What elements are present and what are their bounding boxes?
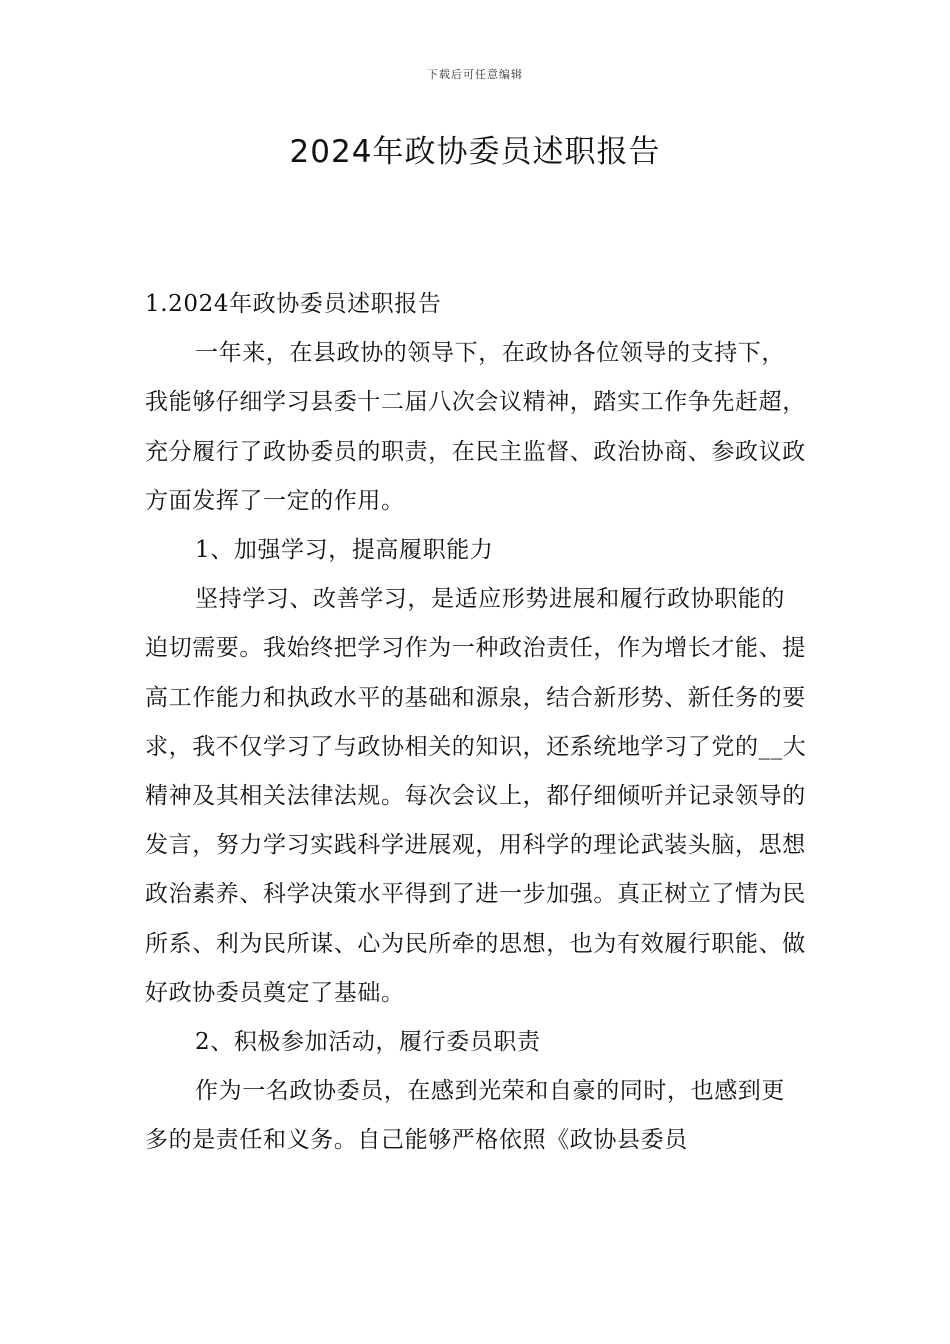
document-body: [145, 280, 807, 1166]
subsection-1-paragraph: 坚持学习、改善学习，是适应形势进展和履行政协职能的迫切需要。我始终把学习作为一种政治责任，作为增长才能、提高工作能力和执政水平的基础和源泉，结合新形势、新任务的要求，我不仅学习了与政协相关的知识，还系统地学习了党的__大精神及其相关法律法规。每次会议上，都仔细倾听并记录领导的发言，努力学习实践科学进展观，用科学的理论武装头脑，思想政治素养、科学决策水平得到了进一步加强。真正树立了情为民所系、利为民所谋、心为民所牵的思想，也为有效履行职能、做好政协委员奠定了基础。: [145, 586, 807, 1006]
header-note: 下载后可任意编辑: [427, 68, 523, 81]
subsection-2-heading: 2、积极参加活动，履行委员职责: [195, 1029, 541, 1056]
intro-paragraph: 一年来，在县政协的领导下，在政协各位领导的支持下，我能够仔细学习县委十二届八次会议精神，踏实工作争先赶超，充分履行了政协委员的职责，在民主监督、政治协商、参政议政方面发挥了一定的作用。: [145, 340, 806, 514]
document-title: 2024年政协委员述职报告: [289, 134, 661, 170]
subsection-1-heading: 1、加强学习，提高履职能力: [195, 537, 494, 564]
section-heading: 1.2024年政协委员述职报告: [145, 291, 442, 317]
subsection-2-paragraph: 作为一名政协委员，在感到光荣和自豪的同时，也感到更多的是责任和义务。自己能够严格依照《政协县委员: [145, 1078, 785, 1154]
